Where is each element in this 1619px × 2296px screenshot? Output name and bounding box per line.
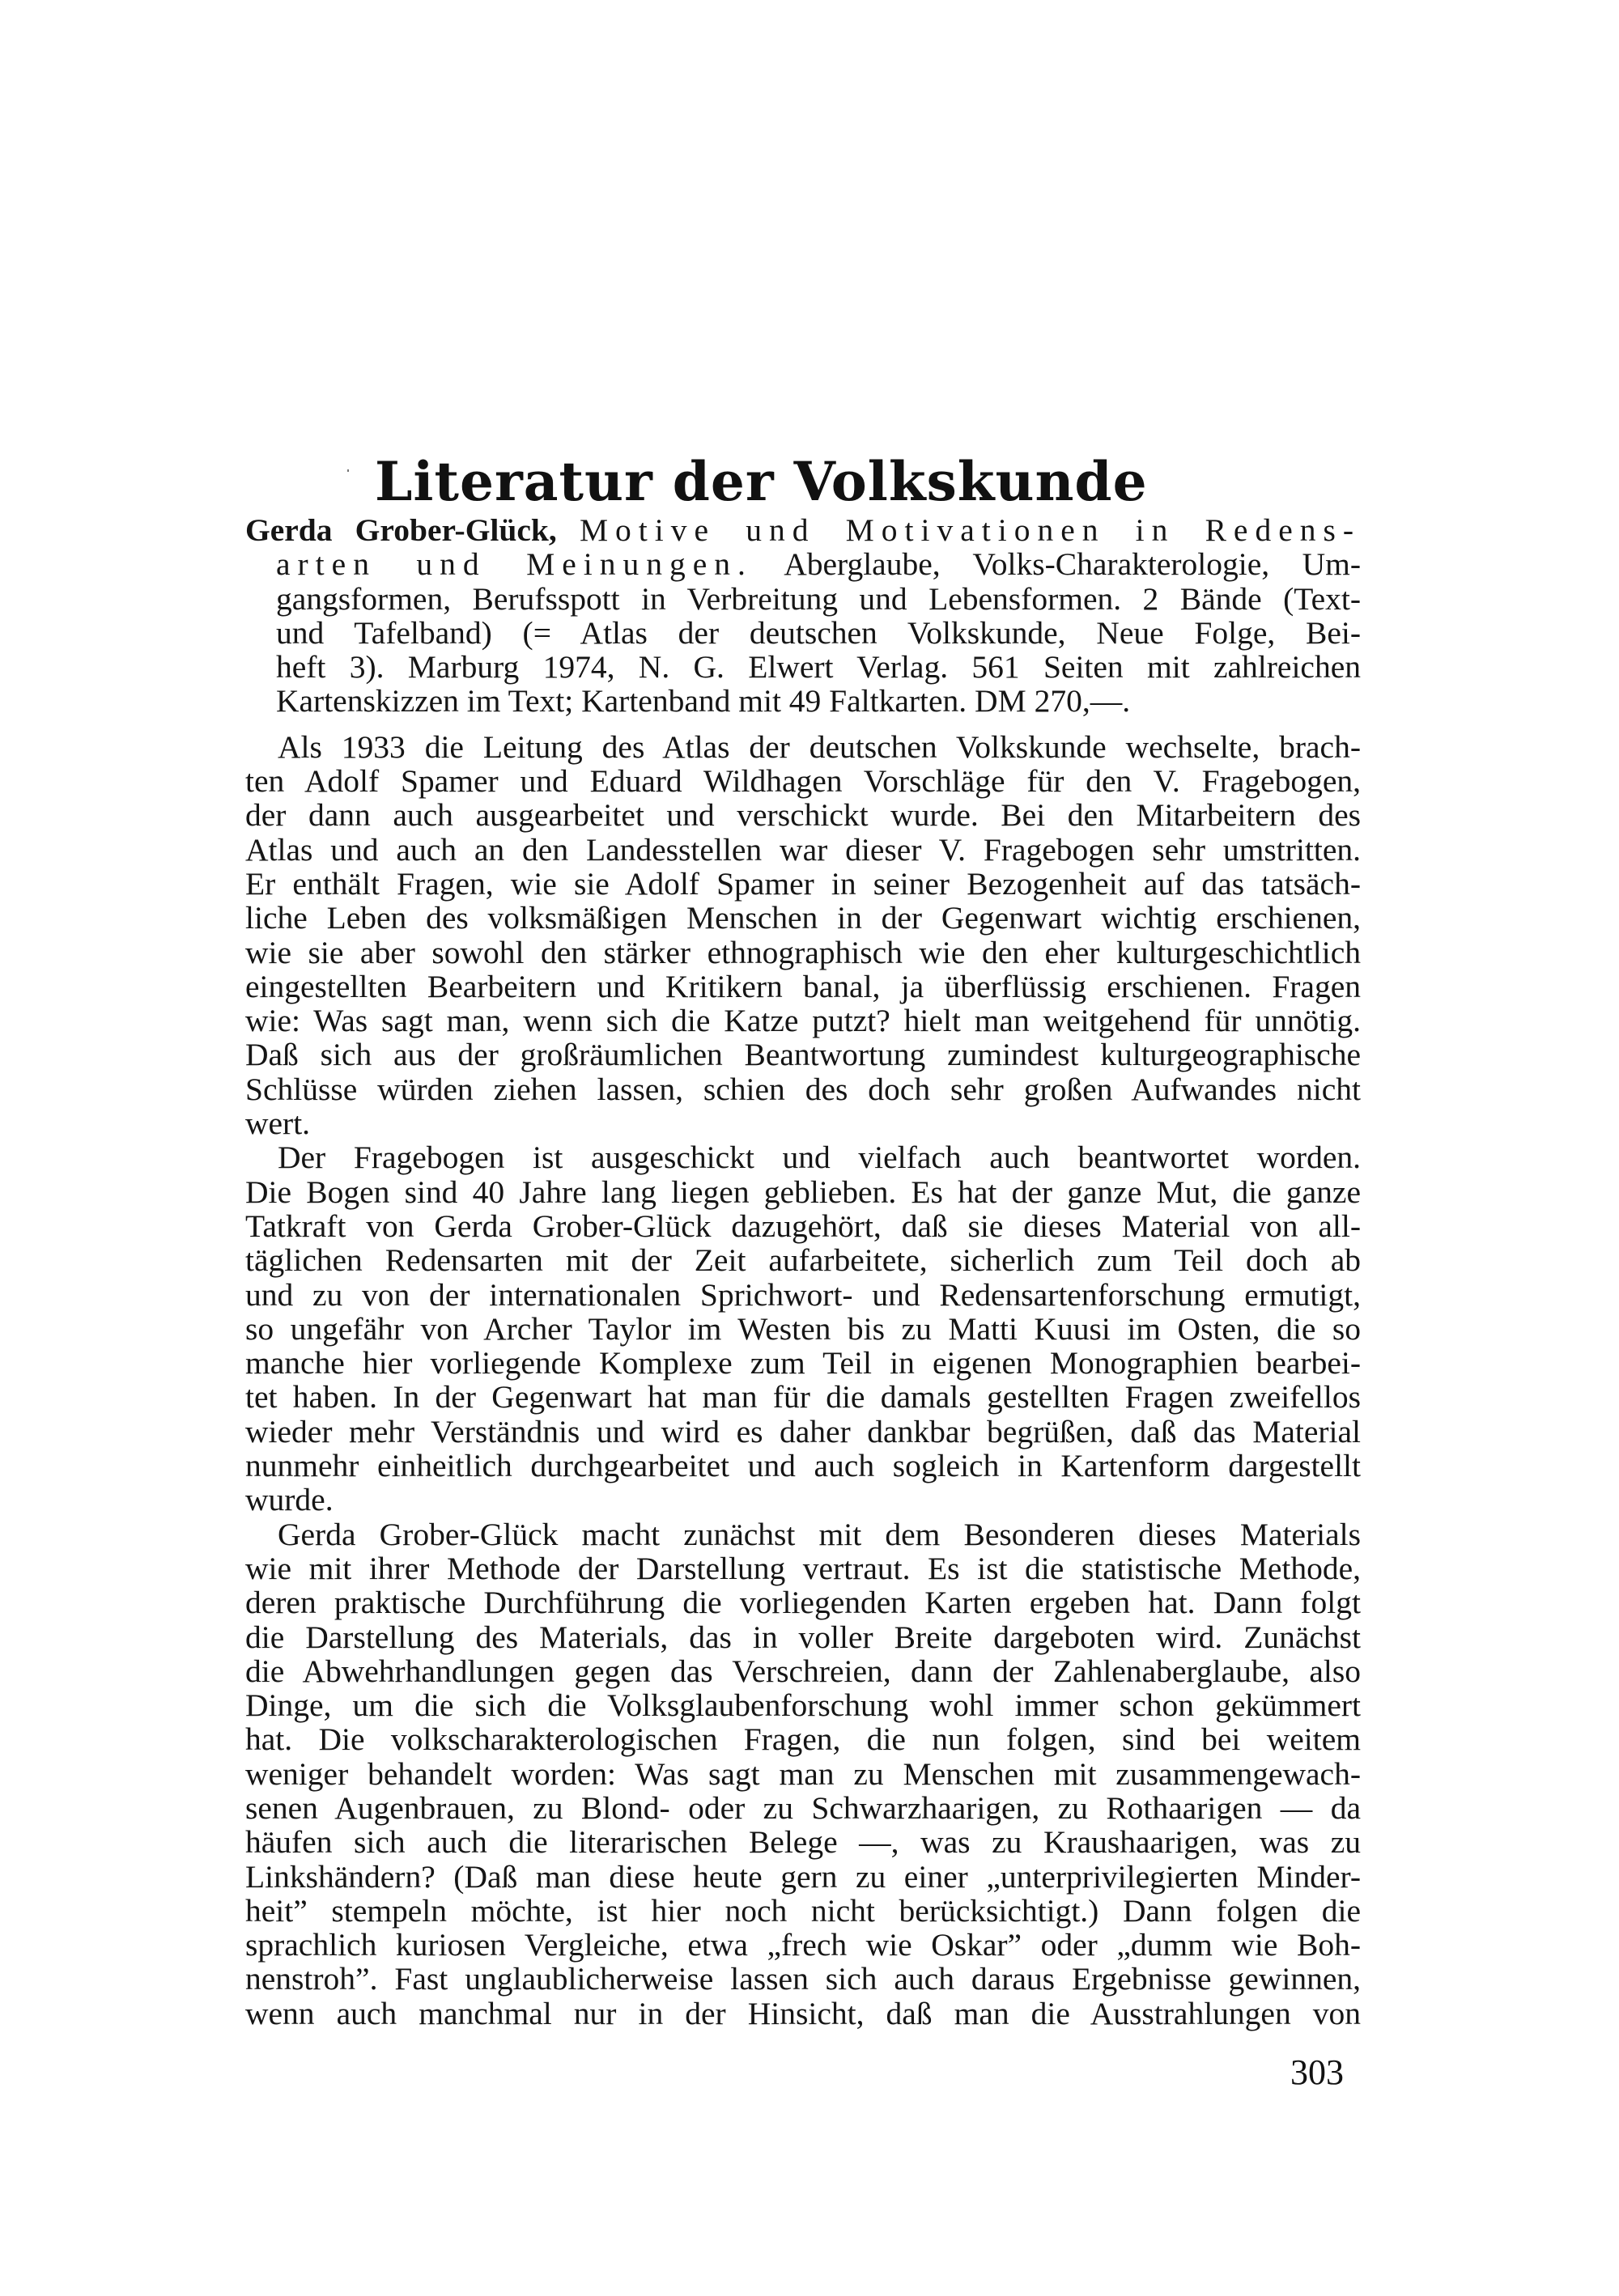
text-line: Tatkraft von Gerda Grober-Glück dazugehört, daß sie dieses Material von all- bbox=[245, 1207, 1361, 1244]
bib-line: heft 3). Marburg 1974, N. G. Elwert Verlag. 561 Seiten mit zahlreichen bbox=[276, 649, 1361, 685]
paragraph-gap bbox=[245, 719, 1361, 730]
scan-speck bbox=[347, 469, 349, 472]
text-line: eingestellten Bearbeitern und Kritikern banal, ja überflüssig erschienen. Fragen bbox=[245, 968, 1361, 1004]
text-line: wie sie aber sowohl den stärker ethnographisch wie den eher kulturgeschichtlich bbox=[245, 934, 1361, 970]
text-line: senen Augenbrauen, zu Blond- oder zu Schwarzhaarigen, zu Rothaarigen — da bbox=[245, 1789, 1361, 1826]
text-line: wert. bbox=[245, 1106, 311, 1142]
bib-line: Kartenskizzen im Text; Kartenband mit 49 Faltkarten. DM 270,—. bbox=[276, 683, 1131, 719]
text-line: tet haben. In der Gegenwart hat man für die damals gestellten Fragen zweifellos bbox=[245, 1379, 1361, 1415]
text-line: täglichen Redensarten mit der Zeit aufarbeitete, sicherlich zum Teil doch ab bbox=[245, 1242, 1361, 1279]
text-line: Gerda Grober-Glück macht zunächst mit dem Besonderen dieses Materials bbox=[278, 1516, 1361, 1552]
text-line: ten Adolf Spamer und Eduard Wildhagen Vorschläge für den V. Fragebogen, bbox=[245, 763, 1361, 800]
text-line: deren praktische Durchführung die vorliegenden Karten ergeben hat. Dann folgt bbox=[245, 1585, 1361, 1621]
text-line: Linkshändern? (Daß man diese heute gern zu einer „unterprivilegierten Minder- bbox=[245, 1858, 1361, 1895]
text-line: liche Leben des volksmäßigen Menschen in der Gegenwart wichtig erschienen, bbox=[245, 900, 1361, 936]
text-line: wieder mehr Verständnis und wird es daher dankbar begrüßen, daß das Material bbox=[245, 1413, 1361, 1449]
bib-book-title-part-2: arten und Meinungen. bbox=[276, 546, 753, 583]
text-line: heit” stempeln möchte, ist hier noch nicht berücksichtigt.) Dann folgen die bbox=[245, 1892, 1361, 1929]
text-line: Dinge, um die sich die Volksglaubenforschung wohl immer schon gekümmert bbox=[245, 1687, 1361, 1724]
text-line: sprachlich kuriosen Vergleiche, etwa „frech wie Oskar” oder „dumm wie Boh- bbox=[245, 1927, 1361, 1963]
bib-line: gangsformen, Berufsspott in Verbreitung und Lebensformen. 2 Bände (Text- bbox=[276, 580, 1361, 617]
body-paragraph-1 bbox=[245, 730, 1361, 1141]
bib-author: Gerda Grober-Glück, bbox=[245, 512, 557, 548]
text-line: wie: Was sagt man, wenn sich die Katze putzt? hielt man weitgehend für unnötig. bbox=[245, 1003, 1361, 1039]
body-paragraph-3 bbox=[245, 1517, 1361, 2031]
text-line: so ungefähr von Archer Taylor im Westen bis zu Matti Kuusi im Osten, die so bbox=[245, 1310, 1361, 1347]
bib-book-title-part-1: Motive und Motivationen in Redens- bbox=[579, 512, 1362, 548]
text-line: die Darstellung des Materials, das in voller Breite dargeboten wird. Zunächst bbox=[245, 1619, 1361, 1655]
text-line: Er enthält Fragen, wie sie Adolf Spamer in seiner Bezogenheit auf das tatsäch- bbox=[245, 865, 1361, 902]
text-line: hat. Die volkscharakterologischen Fragen, die nun folgen, sind bei weitem bbox=[245, 1721, 1361, 1758]
text-line: Schlüsse würden ziehen lassen, schien des doch sehr großen Aufwandes nicht bbox=[245, 1071, 1361, 1107]
bib-line: und Tafelband) (= Atlas der deutschen Volkskunde, Neue Folge, Bei- bbox=[276, 614, 1361, 651]
text-line: und zu von der internationalen Sprichwort- und Redensartenforschung ermutigt, bbox=[245, 1276, 1361, 1313]
text-line: wurde. bbox=[245, 1482, 334, 1518]
bib-subtitle: Aberglaube, Volks-Charakterologie, Um- bbox=[784, 546, 1361, 583]
text-line: die Abwehrhandlungen gegen das Verschreien, dann der Zahlenaberglaube, also bbox=[245, 1653, 1361, 1689]
bibliographic-entry bbox=[245, 513, 1361, 2031]
text-line: manche hier vorliegende Komplexe zum Teil in eigenen Monographien bearbei- bbox=[245, 1345, 1361, 1381]
text-line: der dann auch ausgearbeitet und verschickt wurde. Bei den Mitarbeitern des bbox=[245, 797, 1361, 834]
text-line: wie mit ihrer Methode der Darstellung vertraut. Es ist die statistische Methode, bbox=[245, 1550, 1361, 1586]
text-line: Daß sich aus der großräumlichen Beantwortung zumindest kulturgeographische bbox=[245, 1037, 1361, 1073]
text-line: Als 1933 die Leitung des Atlas der deutschen Volkskunde wechselte, brach- bbox=[278, 728, 1361, 765]
text-line: weniger behandelt worden: Was sagt man zu Menschen mit zusammengewach- bbox=[245, 1755, 1361, 1792]
text-line: Atlas und auch an den Landesstellen war dieser V. Fragebogen sehr umstritten. bbox=[245, 831, 1361, 868]
text-line: Die Bogen sind 40 Jahre lang liegen geblieben. Es hat der ganze Mut, die ganze bbox=[245, 1173, 1361, 1210]
bib-line-2 bbox=[245, 547, 1361, 581]
text-line: häufen sich auch die literarischen Belege —, was zu Kraushaarigen, was zu bbox=[245, 1824, 1361, 1861]
text-line: nunmehr einheitlich durchgearbeitet und auch sogleich in Kartenform dargestellt bbox=[245, 1448, 1361, 1484]
page-title: Literatur der Volkskunde bbox=[375, 450, 1148, 514]
page-number: 303 bbox=[1290, 2052, 1344, 2092]
text-line: nenstroh”. Fast unglaublicherweise lassen sich auch daraus Ergebnisse gewinnen, bbox=[245, 1961, 1361, 1997]
text-line: wenn auch manchmal nur in der Hinsicht, daß man die Ausstrahlungen von bbox=[245, 1995, 1361, 2031]
body-paragraph-2 bbox=[245, 1140, 1361, 1517]
bib-line-1 bbox=[245, 513, 1361, 547]
text-line: Der Fragebogen ist ausgeschickt und vielfach auch beantwortet worden. bbox=[278, 1140, 1361, 1176]
